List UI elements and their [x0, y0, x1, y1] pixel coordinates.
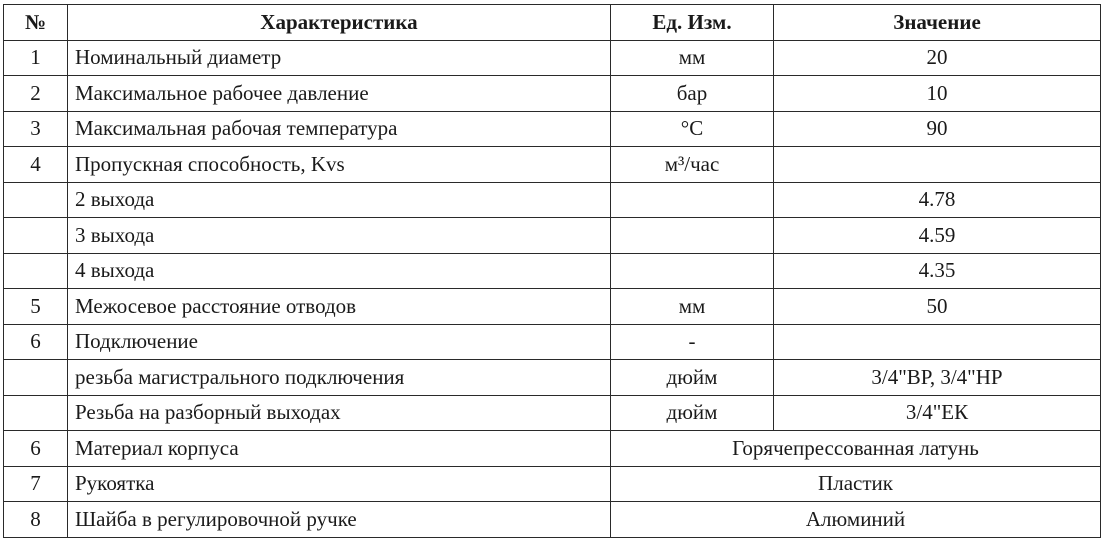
row-number: 3 — [4, 111, 68, 147]
row-unit: бар — [611, 76, 774, 112]
table-row — [4, 360, 1101, 396]
row-number: 7 — [4, 466, 68, 502]
row-number — [4, 218, 68, 254]
table-row — [4, 395, 1101, 431]
row-unit — [611, 253, 774, 289]
row-number: 6 — [4, 324, 68, 360]
spec-body — [4, 40, 1101, 537]
table-row — [4, 218, 1101, 254]
row-value: 4.78 — [774, 182, 1101, 218]
row-unit: мм — [611, 289, 774, 325]
row-characteristic: 3 выхода — [68, 218, 611, 254]
row-value: Алюминий — [611, 502, 1101, 538]
row-characteristic: Максимальная рабочая температура — [68, 111, 611, 147]
row-characteristic: Пропускная способность, Kvs — [68, 147, 611, 183]
row-characteristic: Максимальное рабочее давление — [68, 76, 611, 112]
row-characteristic: Межосевое расстояние отводов — [68, 289, 611, 325]
row-number: 1 — [4, 40, 68, 76]
row-unit: °С — [611, 111, 774, 147]
table-row — [4, 40, 1101, 76]
header-characteristic: Характеристика — [68, 5, 611, 41]
row-unit — [611, 182, 774, 218]
row-number: 2 — [4, 76, 68, 112]
row-number: 5 — [4, 289, 68, 325]
row-number — [4, 253, 68, 289]
row-characteristic: Материал корпуса — [68, 431, 611, 467]
header-row — [4, 5, 1101, 41]
table-row — [4, 502, 1101, 538]
row-number — [4, 360, 68, 396]
row-characteristic: 4 выхода — [68, 253, 611, 289]
row-number — [4, 182, 68, 218]
table-row — [4, 76, 1101, 112]
row-unit: мм — [611, 40, 774, 76]
row-number — [4, 395, 68, 431]
row-value — [774, 324, 1101, 360]
table-row — [4, 111, 1101, 147]
row-value: 4.35 — [774, 253, 1101, 289]
row-characteristic: Рукоятка — [68, 466, 611, 502]
table-row — [4, 431, 1101, 467]
header-num: № — [4, 5, 68, 41]
row-value: 3/4"ВР, 3/4"НР — [774, 360, 1101, 396]
row-value: 20 — [774, 40, 1101, 76]
spec-table — [3, 4, 1101, 538]
header-unit: Ед. Изм. — [611, 5, 774, 41]
row-number: 8 — [4, 502, 68, 538]
row-unit: дюйм — [611, 395, 774, 431]
table-row — [4, 253, 1101, 289]
row-characteristic: резьба магистрального подключения — [68, 360, 611, 396]
row-value: 4.59 — [774, 218, 1101, 254]
table-row — [4, 324, 1101, 360]
row-characteristic: Подключение — [68, 324, 611, 360]
row-characteristic: Номинальный диаметр — [68, 40, 611, 76]
header-value: Значение — [774, 5, 1101, 41]
table-row — [4, 289, 1101, 325]
row-unit: м³/час — [611, 147, 774, 183]
row-unit — [611, 218, 774, 254]
row-unit: дюйм — [611, 360, 774, 396]
table-row — [4, 147, 1101, 183]
row-value: Горячепрессованная латунь — [611, 431, 1101, 467]
row-number: 4 — [4, 147, 68, 183]
row-value: 50 — [774, 289, 1101, 325]
row-value: 10 — [774, 76, 1101, 112]
table-row — [4, 182, 1101, 218]
row-characteristic: Резьба на разборный выходах — [68, 395, 611, 431]
row-characteristic: 2 выхода — [68, 182, 611, 218]
row-value: Пластик — [611, 466, 1101, 502]
row-number: 6 — [4, 431, 68, 467]
row-value: 90 — [774, 111, 1101, 147]
row-characteristic: Шайба в регулировочной ручке — [68, 502, 611, 538]
row-value — [774, 147, 1101, 183]
row-unit: - — [611, 324, 774, 360]
table-row — [4, 466, 1101, 502]
row-value: 3/4"ЕК — [774, 395, 1101, 431]
